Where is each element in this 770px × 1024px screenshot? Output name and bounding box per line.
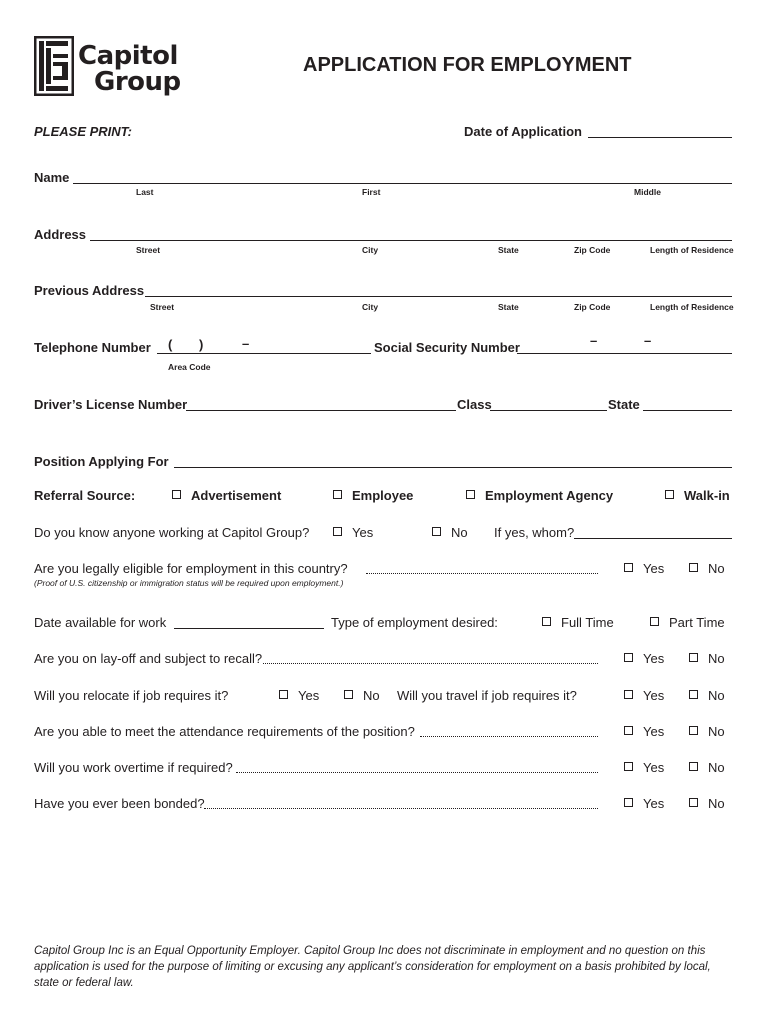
capitol-group-emblem-icon xyxy=(34,36,74,96)
relocate-yes-checkbox[interactable] xyxy=(279,690,288,699)
address-city-caption: City xyxy=(362,245,379,255)
license-class-field[interactable] xyxy=(490,410,607,411)
license-state-field[interactable] xyxy=(643,410,732,411)
layoff-no-label: No xyxy=(708,651,725,666)
bonded-no-label: No xyxy=(708,796,725,811)
referral-advertisement-checkbox[interactable] xyxy=(172,490,181,499)
telephone-open-paren: ( xyxy=(168,337,173,352)
eligible-no-label: No xyxy=(708,561,725,576)
please-print-label: PLEASE PRINT: xyxy=(34,124,132,139)
bonded-no-checkbox[interactable] xyxy=(689,798,698,807)
name-field[interactable] xyxy=(73,183,732,184)
eligible-yes-checkbox[interactable] xyxy=(624,563,633,572)
bonded-yes-checkbox[interactable] xyxy=(624,798,633,807)
previous-address-field[interactable] xyxy=(145,296,732,297)
prev-state-caption: State xyxy=(498,302,519,312)
employment-type-label: Type of employment desired: xyxy=(331,615,498,630)
license-class-label: Class xyxy=(457,397,492,412)
date-available-field[interactable] xyxy=(174,628,324,629)
full-time-checkbox[interactable] xyxy=(542,617,551,626)
date-available-label: Date available for work xyxy=(34,615,167,630)
ssn-dash-2: – xyxy=(644,333,652,348)
bonded-leader-dots xyxy=(204,808,598,809)
prev-city-caption: City xyxy=(362,302,379,312)
know-anyone-question: Do you know anyone working at Capitol Group? xyxy=(34,525,310,540)
travel-yes-checkbox[interactable] xyxy=(624,690,633,699)
referral-option-label: Employee xyxy=(352,488,414,503)
referral-employee-checkbox[interactable] xyxy=(333,490,342,499)
drivers-license-label: Driver’s License Number xyxy=(34,397,188,412)
address-street-caption: Street xyxy=(136,245,161,255)
overtime-no-label: No xyxy=(708,760,725,775)
eligible-leader-dots xyxy=(366,573,598,574)
part-time-checkbox[interactable] xyxy=(650,617,659,626)
eligible-question: Are you legally eligible for employment in this country? xyxy=(34,561,348,576)
address-length-caption: Length of Residence xyxy=(650,245,734,255)
referral-label: Referral Source: xyxy=(34,488,136,503)
attendance-no-checkbox[interactable] xyxy=(689,726,698,735)
position-field[interactable] xyxy=(174,467,732,468)
layoff-no-checkbox[interactable] xyxy=(689,653,698,662)
overtime-question: Will you work overtime if required? xyxy=(34,760,233,775)
telephone-field[interactable] xyxy=(157,353,371,354)
relocate-no-checkbox[interactable] xyxy=(344,690,353,699)
telephone-label: Telephone Number xyxy=(34,340,151,355)
position-label: Position Applying For xyxy=(34,454,169,469)
overtime-leader-dots xyxy=(236,772,598,773)
eligible-note: (Proof of U.S. citizenship or immigration status will be required upon employment.) xyxy=(34,578,344,588)
attendance-yes-label: Yes xyxy=(643,724,665,739)
part-time-label: Part Time xyxy=(669,615,725,630)
travel-yes-label: Yes xyxy=(643,688,665,703)
previous-address-label: Previous Address xyxy=(34,283,145,298)
eligible-yes-label: Yes xyxy=(643,561,665,576)
attendance-no-label: No xyxy=(708,724,725,739)
travel-no-checkbox[interactable] xyxy=(689,690,698,699)
overtime-yes-label: Yes xyxy=(643,760,665,775)
referral-option-label: Employment Agency xyxy=(485,488,614,503)
attendance-question: Are you able to meet the attendance requirements of the position? xyxy=(34,724,415,739)
relocate-yes-label: Yes xyxy=(298,688,320,703)
date-of-application-field[interactable] xyxy=(588,137,732,138)
bonded-question: Have you ever been bonded? xyxy=(34,796,205,811)
relocate-no-label: No xyxy=(363,688,380,703)
drivers-license-field[interactable] xyxy=(186,410,456,411)
address-zip-caption: Zip Code xyxy=(574,245,611,255)
if-yes-whom-field[interactable] xyxy=(574,538,732,539)
eligible-no-checkbox[interactable] xyxy=(689,563,698,572)
ssn-dash-1: – xyxy=(590,333,598,348)
license-state-label: State xyxy=(608,397,640,412)
attendance-leader-dots xyxy=(420,736,598,737)
referral-walkin-checkbox[interactable] xyxy=(665,490,674,499)
logo-line1: Capitol xyxy=(78,41,178,71)
name-middle-caption: Middle xyxy=(634,187,661,197)
address-state-caption: State xyxy=(498,245,519,255)
prev-zip-caption: Zip Code xyxy=(574,302,611,312)
prev-street-caption: Street xyxy=(150,302,175,312)
overtime-yes-checkbox[interactable] xyxy=(624,762,633,771)
layoff-yes-label: Yes xyxy=(643,651,665,666)
full-time-label: Full Time xyxy=(561,615,614,630)
referral-option-label: Advertisement xyxy=(191,488,282,503)
name-last-caption: Last xyxy=(136,187,154,197)
attendance-yes-checkbox[interactable] xyxy=(624,726,633,735)
layoff-leader-dots xyxy=(263,663,598,664)
bonded-yes-label: Yes xyxy=(643,796,665,811)
relocate-question: Will you relocate if job requires it? xyxy=(34,688,229,703)
layoff-question: Are you on lay-off and subject to recall? xyxy=(34,651,263,666)
address-label: Address xyxy=(34,227,87,242)
know-anyone-no-checkbox[interactable] xyxy=(432,527,441,536)
know-anyone-yes-checkbox[interactable] xyxy=(333,527,342,536)
travel-no-label: No xyxy=(708,688,725,703)
if-yes-whom-label: If yes, whom? xyxy=(494,525,575,540)
company-logo xyxy=(34,36,204,98)
telephone-close-paren: ) xyxy=(199,337,204,352)
page-title: APPLICATION FOR EMPLOYMENT xyxy=(303,54,632,76)
ssn-field[interactable] xyxy=(517,353,732,354)
referral-agency-checkbox[interactable] xyxy=(466,490,475,499)
overtime-no-checkbox[interactable] xyxy=(689,762,698,771)
address-field[interactable] xyxy=(90,240,732,241)
telephone-dash: – xyxy=(242,336,250,351)
know-anyone-yes-label: Yes xyxy=(352,525,374,540)
eeo-disclaimer: Capitol Group Inc is an Equal Opportunity Employer. Capitol Group Inc does not discriminate in employment and no question on this application is used for the purpose of limiting or excusing any applicant’s consideration for employment on a basis prohibited by local, state or federal law. xyxy=(34,945,711,989)
referral-option-label: Walk-in xyxy=(684,488,730,503)
ssn-label: Social Security Number xyxy=(374,340,520,355)
layoff-yes-checkbox[interactable] xyxy=(624,653,633,662)
name-label: Name xyxy=(34,170,70,185)
name-first-caption: First xyxy=(362,187,381,197)
area-code-caption: Area Code xyxy=(168,362,211,372)
logo-line2: Group xyxy=(94,67,181,97)
date-of-application-label: Date of Application xyxy=(464,124,582,139)
prev-length-caption: Length of Residence xyxy=(650,302,734,312)
know-anyone-no-label: No xyxy=(451,525,468,540)
travel-question: Will you travel if job requires it? xyxy=(397,688,577,703)
